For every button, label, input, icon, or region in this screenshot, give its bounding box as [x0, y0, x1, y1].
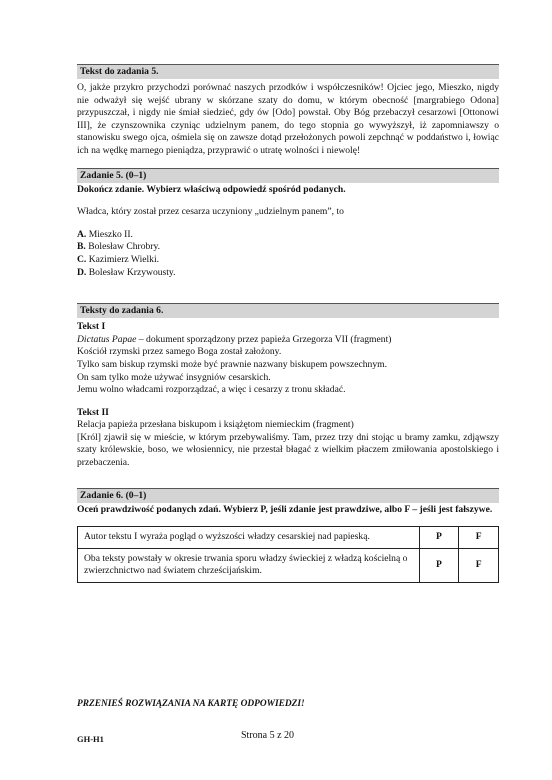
source-text-5: O, jakże przykro przychodzi porównać naszych przodków i współczesników! Ojciec jego, Mieszko, nigdy nie odważył się wejść ubrany w skórzane szaty do domu, w którym obecność [margrabiego Odona] przypuszczał, i nigdy nie śmiał siedzieć, gdy ów [Odo] powstał. Oby Bóg przebaczył cesarzowi [Ottonowi III], że czynszownika czyniąc udzielnym panem, do tego stopnia go wywyższył, iż zapomniawszy o stanowisku swego ojca, ośmiela się on zawsze dotąd przełożonych powoli zepchnąć w poddaństwo i, łowiąc ich na wędkę marnego pieniądza, przyprawić o utratę wolności i niewolę!: [77, 82, 499, 156]
text1-line: On sam tylko może używać insygniów cesarskich.: [77, 371, 271, 383]
option-letter: D.: [77, 266, 87, 278]
section-header-texts6: Teksty do zadania 6.: [77, 303, 499, 318]
option-letter: A.: [77, 228, 87, 240]
exam-page: [77, 64, 499, 583]
page-number: Strona 5 z 20: [241, 730, 295, 741]
text1-source-desc: – dokument sporządzony przez papieża Grzegorza VII (fragment): [136, 333, 392, 345]
text1-line: Tylko sam biskup rzymski może być prawnie nazwany biskupem powszechnym.: [77, 358, 387, 370]
task5-header: Zadanie 5. (0–1): [77, 168, 499, 183]
statement-2: Oba teksty powstały w okresie trwania sporu władzy świeckiej z władzą kościelną o zwierzchnictwo nad światem chrześcijańskim.: [78, 548, 420, 582]
section-header-text5: Tekst do zadania 5.: [77, 64, 499, 79]
task6-header: Zadanie 6. (0–1): [77, 488, 499, 503]
transfer-answers-note: PRZENIEŚ ROZWIĄZANIA NA KARTĘ ODPOWIEDZI!: [77, 699, 305, 709]
option-a[interactable]: [77, 229, 499, 242]
text1-source: [77, 334, 499, 347]
option-letter: C.: [77, 253, 87, 265]
option-f-2[interactable]: F: [459, 548, 499, 582]
text1-line: Jemu wolno władcami rozporządzać, a więc i cesarzy z tronu składać.: [77, 384, 346, 396]
option-c[interactable]: [77, 254, 499, 267]
true-false-table: [77, 526, 499, 583]
text2-body: [Król] zjawił się w mieście, w którym przebywaliśmy. Tam, przez trzy dni stojąc u bramy zamku, zdjąwszy szaty królewskie, boso, we włosiennicy, nie przestał błagać z wielkim płaczem zmiłowania apostolskiego i przebaczenia.: [77, 431, 499, 469]
text1-line: Kościół rzymski przez samego Boga został założony.: [77, 346, 282, 358]
text2-title: Tekst II: [77, 406, 109, 418]
option-d[interactable]: [77, 267, 499, 280]
table-row: [78, 548, 499, 582]
option-text: Bolesław Krzywousty.: [88, 266, 176, 278]
exam-code: GH-H1: [77, 734, 104, 744]
text2-source: Relacja papieża przesłana biskupom i książętom niemieckim (fragment): [77, 419, 354, 431]
option-letter: B.: [77, 241, 86, 253]
option-b[interactable]: [77, 241, 499, 254]
option-f-1[interactable]: F: [459, 527, 499, 549]
option-p-1[interactable]: P: [419, 527, 459, 549]
task5-instruction: Dokończ zdanie. Wybierz właściwą odpowiedź spośród podanych.: [77, 183, 346, 195]
text1-source-title: Dictatus Papae: [77, 333, 137, 345]
option-p-2[interactable]: P: [419, 548, 459, 582]
text1-title: Tekst I: [77, 321, 106, 333]
option-text: Bolesław Chrobry.: [88, 241, 161, 253]
option-text: Mieszko II.: [88, 228, 133, 240]
task6-instruction: Oceń prawdziwość podanych zdań. Wybierz P, jeśli zdanie jest prawdziwe, albo F – jeśli jest fałszywe.: [77, 503, 493, 515]
table-row: [78, 527, 499, 549]
task5-options: [77, 229, 499, 279]
option-text: Kazimierz Wielki.: [88, 253, 160, 265]
statement-1: Autor tekstu I wyraża pogląd o wyższości władzy cesarskiej nad papieską.: [78, 527, 420, 549]
task5-stem: Władca, który został przez cesarza uczyniony „udzielnym panem”, to: [77, 206, 344, 218]
